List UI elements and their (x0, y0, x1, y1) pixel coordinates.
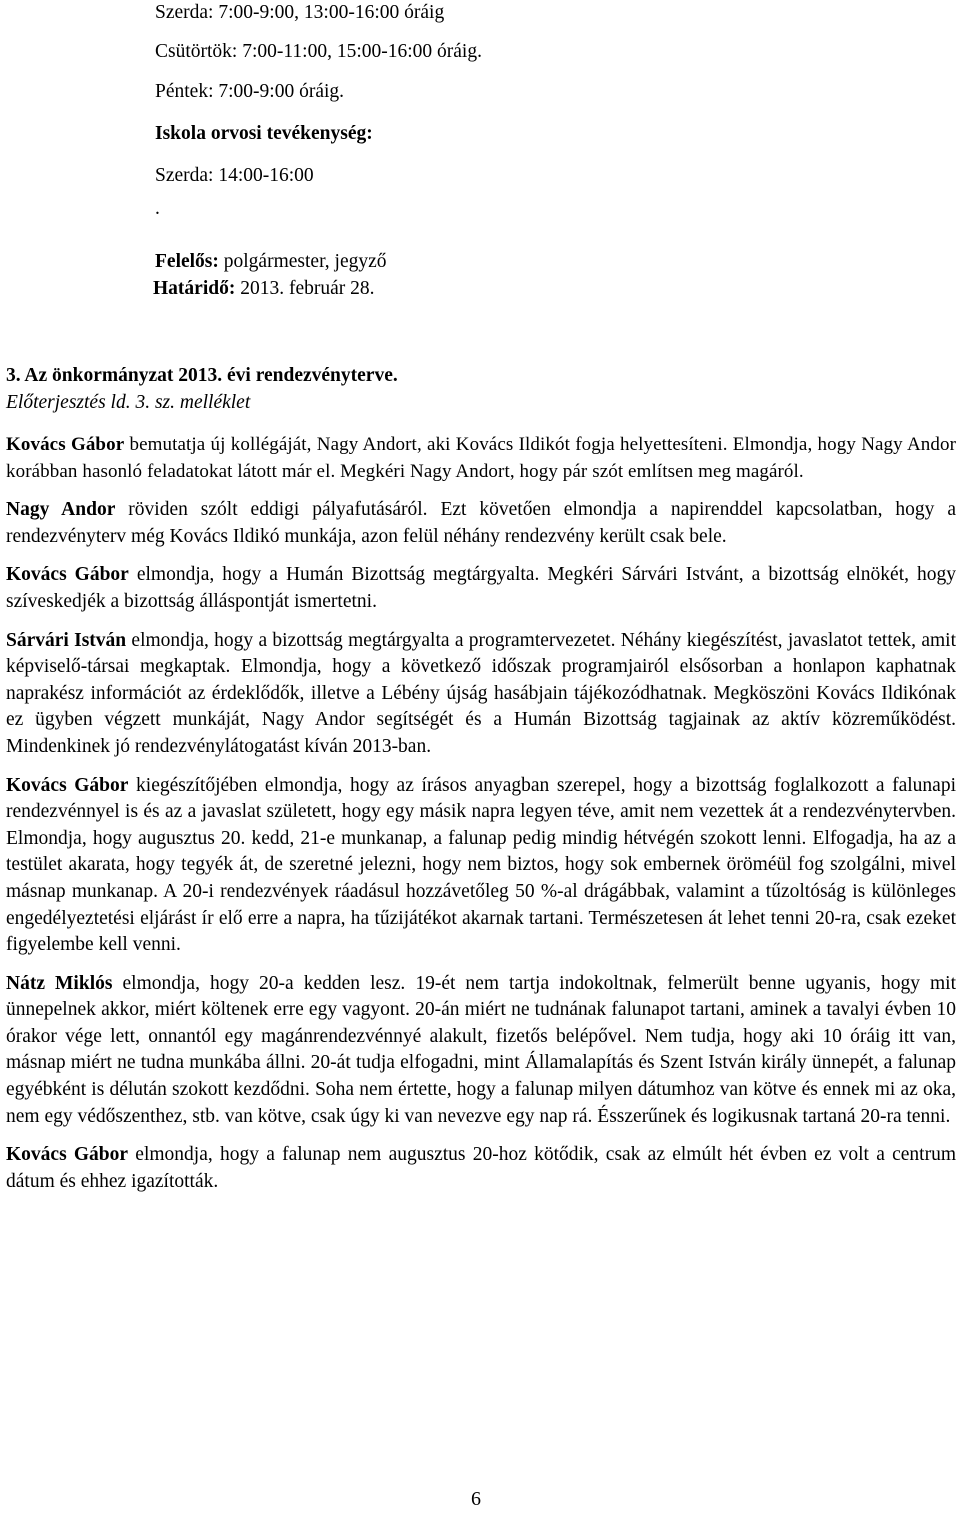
schedule-thursday: Csütörtök: 7:00-11:00, 15:00-16:00 óráig. (155, 41, 482, 62)
schedule-friday: Péntek: 7:00-9:00 óráig. (155, 81, 345, 102)
responsible-line: Felelős: polgármester, jegyző (155, 251, 387, 272)
section-3 (6, 363, 956, 416)
section-subheading: Előterjesztés ld. 3. sz. melléklet (6, 391, 251, 413)
paragraph-4: Sárvári István elmondja, hogy a bizottság megtárgyalta a programtervezetet. Néhány kiegészítést, javaslatot tettek, amit képviselő-társai megkaptak. Elmondja, hogy a következő időszak programjairól elsősorban a honlapon kaphatnak naprakész információt az érdeklődők, illetve a Lébény újság hasábjain tájékozódhatnak. Megköszöni Kovács Ildikónak ez ügyben végzett munkáját, Nagy Andor segítségét és a Humán Bizottság tagjainak az aktív közreműködést. Mindenkinek jó rendezvénylátogatást kíván 2013-ban. (6, 629, 956, 757)
section-heading: 3. Az önkormányzat 2013. évi rendezvényterve. (6, 365, 398, 386)
school-doctor-heading: Iskola orvosi tevékenység: (155, 123, 373, 144)
paragraph-6: Nátz Miklós elmondja, hogy 20-a kedden lesz. 19-ét nem tartja indokoltnak, felmerült benne ugyanis, hogy mit ünnepelnek akkor, miért költenek erre egy vagyont. 20-án miért ne tudnának falunapot tartani, aminek a tavalyi évben 10 órakor vége lett, onnantól egy magánrendezvénnyé alakult, fizetős belépővel. Nem tudja, hogy aki 10 óráig itt van, másnap miért ne tudna munkába állni. 20-át tudja elfogadni, mint Államalapítás és Szent István király ünnepét, a falunap egyébként is délután szokott kezdődni. Soha nem értette, hogy a falunap milyen dátumhoz van kötve és ennek mi az oka, nem egy védőszenthez, stb. van kötve, csak úgy ki van nevezve egy nap rá. Ésszerűnek és logikusnak tartaná 20-ra tenni. (6, 972, 956, 1127)
schedule-wednesday: Szerda: 7:00-9:00, 13:00-16:00 óráig (155, 2, 445, 23)
minutes-body (6, 432, 956, 1195)
paragraph-7: Kovács Gábor elmondja, hogy a falunap nem augusztus 20-hoz kötődik, csak az elmúlt hét évben ez volt a centrum dátum és ehhez igazították. (6, 1144, 956, 1192)
school-doctor-schedule: Szerda: 14:00-16:00 (155, 165, 314, 186)
paragraph-5: Kovács Gábor kiegészítőjében elmondja, hogy az írásos anyagban szerepel, hogy a bizottság foglalkozott a falunapi rendezvénnyel is és az a javaslat született, hogy egy másik napra legyen téve, amit nem vezettek át a rendezvénytervben. Elmondja, hogy augusztus 20. kedd, 21-e munkanap, a falunap pedig mindig hétvégén szokott lenni. Elfogadja, ha az a testület akarata, hogy tegyék át, de szeretné jelezni, hogy nem biztos, hogy sok embernek öröméül fog szolgálni, mivel másnap munkanap. A 20-i rendezvények ráadásul hozzávetőleg 50 %-al drágábbak, valamint a tűzoltóság is különleges engedélyeztetési eljárást ír elő erre a napra, ha tűzijátékot akarnak tartani. Természetesen át lehet tenni 20-ra, csak ezeket figyelembe kell venni. (6, 774, 956, 956)
deadline-line: Határidő: 2013. február 28. (153, 278, 375, 299)
paragraph-2: Nagy Andor röviden szólt eddigi pályafutásáról. Ezt követően elmondja a napirenddel kapcsolatban, hogy a rendezvényterv még Kovács Ildikó munkája, azon felül néhány rendezvény került csak bele. (6, 499, 957, 547)
paragraph-3: Kovács Gábor elmondja, hogy a Humán Bizottság megtárgyalta. Megkéri Sárvári Istvánt, a bizottság elnökét, hogy szíveskedjék a bizottság álláspontját ismertetni. (6, 564, 956, 612)
paragraph-1: Kovács Gábor bemutatja új kollégáját, Nagy Andort, aki Kovács Ildikót fogja helyettesíteni. Elmondja, hogy Nagy Andor korábban hasonló feladatokat látott már el. Megkéri Nagy Andort, hogy pár szót említsen meg magáról. (6, 434, 956, 482)
separator-dot: . (155, 198, 160, 219)
page-number: 6 (471, 1488, 481, 1510)
